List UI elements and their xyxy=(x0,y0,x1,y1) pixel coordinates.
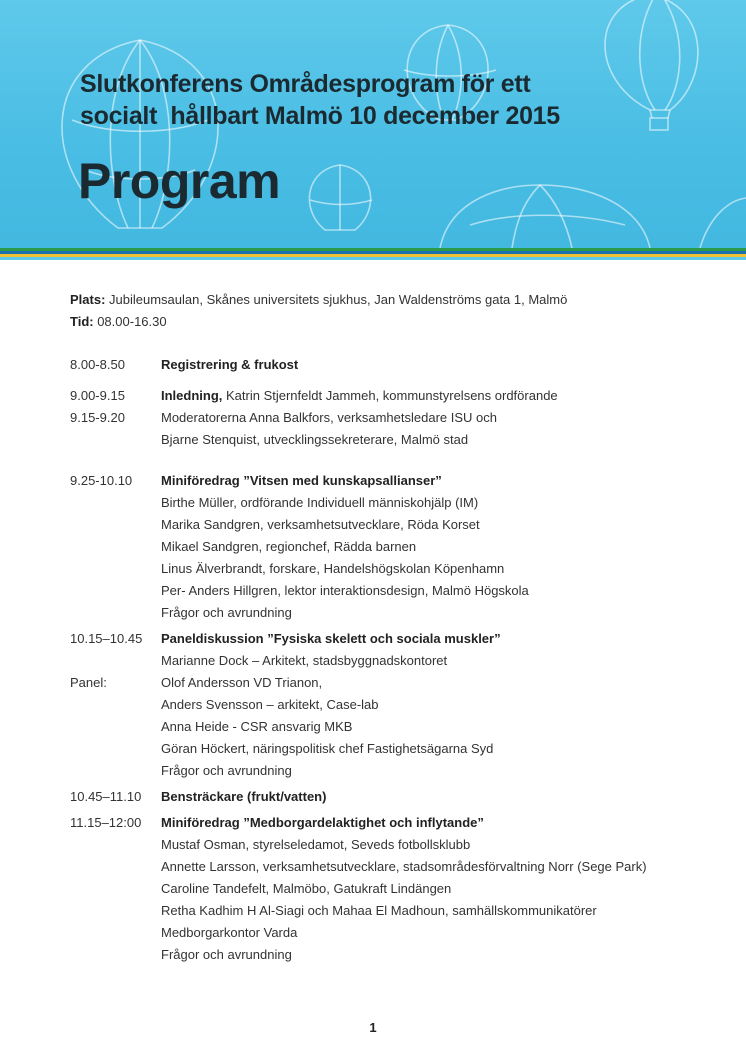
agenda-text: Katrin Stjernfeldt Jammeh, kommunstyrelsens ordförande xyxy=(222,388,558,403)
agenda-row xyxy=(70,558,720,580)
time-value: 08.00-16.30 xyxy=(93,314,167,329)
agenda-title: Inledning, xyxy=(161,388,223,403)
speaker-line: Anna Heide - CSR ansvarig MKB xyxy=(161,719,353,734)
time-label: Tid: xyxy=(70,314,94,329)
event-info xyxy=(70,289,567,333)
agenda-row xyxy=(70,492,720,514)
title-line-1: Slutkonferens Områdesprogram för ett xyxy=(80,70,531,98)
location-value: Jubileumsaulan, Skånes universitets sjukhus, Jan Waldenströms gata 1, Malmö xyxy=(105,292,568,307)
agenda-row xyxy=(70,878,720,900)
speaker-line: Medborgarkontor Varda xyxy=(161,925,298,940)
panel-label: Panel: xyxy=(70,675,107,690)
agenda-time: 10.45–11.10 xyxy=(70,789,142,804)
agenda-row xyxy=(70,716,720,738)
agenda-row xyxy=(70,385,720,407)
agenda-row xyxy=(70,650,720,672)
speaker-line: Frågor och avrundning xyxy=(161,763,292,778)
agenda-row xyxy=(70,812,720,834)
speaker-line: Linus Älverbrandt, forskare, Handelshögskolan Köpenhamn xyxy=(161,561,505,576)
speaker-line: Caroline Tandefelt, Malmöbo, Gatukraft Lindängen xyxy=(161,881,452,896)
speaker-line: Marianne Dock – Arkitekt, stadsbyggnadskontoret xyxy=(161,653,448,668)
speaker-line: Mikael Sandgren, regionchef, Rädda barnen xyxy=(161,539,417,554)
agenda-row xyxy=(70,580,720,602)
agenda-title: Miniföredrag ”Vitsen med kunskapsallianser” xyxy=(161,473,442,488)
agenda-row xyxy=(70,470,720,492)
agenda-time: 8.00-8.50 xyxy=(70,357,125,372)
speaker-line: Birthe Müller, ordförande Individuell människohjälp (IM) xyxy=(161,495,479,510)
agenda-row xyxy=(70,514,720,536)
speaker-line: Per- Anders Hillgren, lektor interaktionsdesign, Malmö Högskola xyxy=(161,583,529,598)
page-number: 1 xyxy=(369,1020,377,1035)
speaker-line: Mustaf Osman, styrelseledamot, Seveds fotbollsklubb xyxy=(161,837,471,852)
agenda-row xyxy=(70,922,720,944)
speaker-line: Göran Höckert, näringspolitisk chef Fastighetsägarna Syd xyxy=(161,741,494,756)
speaker-line: Annette Larsson, verksamhetsutvecklare, stadsområdesförvaltning Norr (Sege Park) xyxy=(161,859,647,874)
agenda-row xyxy=(70,738,720,760)
agenda-time: 10.15–10.45 xyxy=(70,631,143,646)
agenda-title: Registrering & frukost xyxy=(161,357,299,372)
header-banner xyxy=(0,0,746,248)
agenda-row xyxy=(70,834,720,856)
agenda-title: Paneldiskussion ”Fysiska skelett och sociala muskler” xyxy=(161,631,501,646)
agenda-row xyxy=(70,944,720,966)
agenda-time: 9.25-10.10 xyxy=(70,473,133,488)
agenda-text: Moderatorerna Anna Balkfors, verksamhetsledare ISU och xyxy=(161,410,498,425)
agenda-row xyxy=(70,354,720,376)
speaker-line: Frågor och avrundning xyxy=(161,605,292,620)
speaker-line: Anders Svensson – arkitekt, Case-lab xyxy=(161,697,379,712)
agenda-row xyxy=(70,429,720,451)
agenda-row xyxy=(70,786,720,808)
conference-title xyxy=(80,68,560,132)
agenda-row xyxy=(70,694,720,716)
time-line xyxy=(70,311,567,333)
stripe-light-blue xyxy=(0,257,746,260)
agenda-row xyxy=(70,407,720,429)
agenda-row xyxy=(70,672,720,694)
agenda-title: Bensträckare (frukt/vatten) xyxy=(161,789,327,804)
color-stripes xyxy=(0,248,746,260)
location-line xyxy=(70,289,567,311)
title-line-2: socialt hållbart Malmö 10 december 2015 xyxy=(80,102,560,130)
agenda-row xyxy=(70,760,720,782)
program-heading: Program xyxy=(78,153,281,209)
agenda-time: 11.15–12:00 xyxy=(70,815,142,830)
speaker-line: Retha Kadhim H Al-Siagi och Mahaa El Madhoun, samhällskommunikatörer xyxy=(161,903,597,918)
agenda-time: 9.15-9.20 xyxy=(70,410,125,425)
speaker-line: Marika Sandgren, verksamhetsutvecklare, Röda Korset xyxy=(161,517,480,532)
agenda-row xyxy=(70,856,720,878)
speaker-line: Olof Andersson VD Trianon, xyxy=(161,675,323,690)
agenda xyxy=(70,354,720,966)
location-label: Plats: xyxy=(70,292,106,307)
agenda-row xyxy=(70,602,720,624)
agenda-row xyxy=(70,900,720,922)
agenda-text: Bjarne Stenquist, utvecklingssekreterare, Malmö stad xyxy=(161,432,469,447)
speaker-line: Frågor och avrundning xyxy=(161,947,292,962)
agenda-time: 9.00-9.15 xyxy=(70,388,125,403)
agenda-title: Miniföredrag ”Medborgardelaktighet och inflytande” xyxy=(161,815,484,830)
agenda-row xyxy=(70,628,720,650)
agenda-row xyxy=(70,536,720,558)
